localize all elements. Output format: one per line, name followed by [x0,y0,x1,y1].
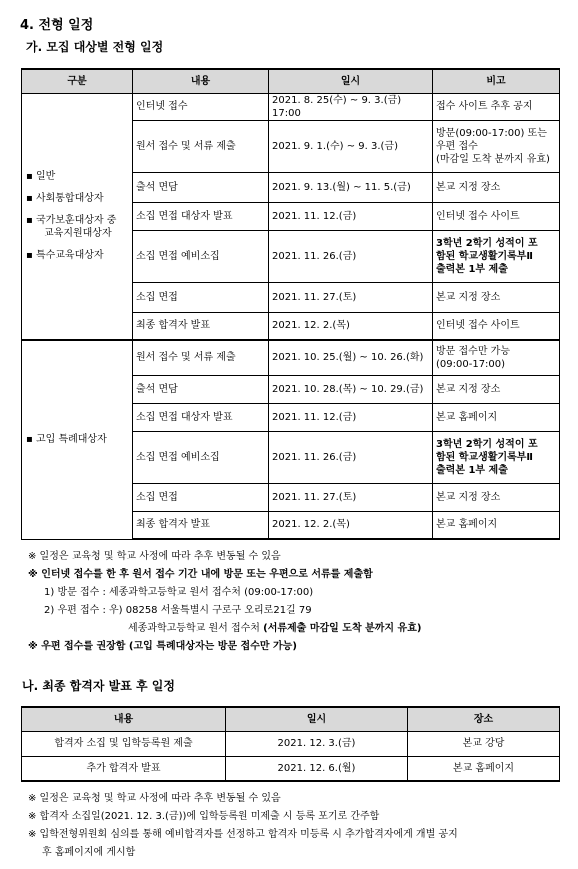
row-content: 인터넷 접수 [133,93,269,120]
table-row [22,756,560,781]
category-item: ▪ 일반 [26,171,56,183]
row-content: 최종 합격자 발표 [133,312,269,340]
row-date: 2021. 12. 2.(목) [269,312,433,340]
row-date: 2021. 11. 12.(금) [269,403,433,431]
header-date: 일시 [269,69,433,93]
category-item: ▪ 국가보훈대상자 중 [26,215,117,227]
row-note: 본교 홈페이지 [433,511,560,539]
row-date: 2021. 12. 3.(금) [226,731,408,756]
note-line: ※ 인터넷 접수를 한 후 원서 접수 기간 내에 방문 또는 우편으로 서류를 제출함 [28,569,373,580]
row-content: 소집 면접 대상자 발표 [133,403,269,431]
table-header-row [22,707,560,731]
row-note: 인터넷 접수 사이트 [433,312,560,340]
note-line: ※ 일정은 교육청 및 학교 사정에 따라 추후 변동될 수 있음 [28,793,281,804]
row-content: 출석 면담 [133,172,269,202]
row-date: 2021. 11. 27.(토) [269,282,433,312]
row-date: 2021. 11. 26.(금) [269,230,433,282]
post-announcement-table [21,706,560,782]
row-content: 최종 합격자 발표 [133,511,269,539]
header-content: 내용 [22,707,226,731]
row-date: 2021. 12. 6.(월) [226,756,408,781]
note-address: 세종과학고등학교 원서 접수처 [128,623,260,634]
header-date: 일시 [226,707,408,731]
table-row [22,731,560,756]
category-item: ▪ 고입 특례대상자 [26,434,107,446]
note-line: 2) 우편 접수 : 우) 08258 서울특별시 구로구 오리로21길 79 [44,605,312,616]
header-note: 비고 [433,69,560,93]
section-heading: 4. 전형 일정 [20,18,94,33]
row-note: 접수 사이트 추후 공지 [433,93,560,120]
row-place: 본교 강당 [408,731,560,756]
row-date: 2021. 11. 26.(금) [269,431,433,483]
row-note: 방문(09:00-17:00) 또는 우편 접수 (마감일 도착 분까지 유효) [433,120,560,172]
row-note: 본교 지정 장소 [433,483,560,511]
row-note: 3학년 2학기 성적이 포 함된 학교생활기록부Ⅱ 출력본 1부 제출 [433,230,560,282]
row-content: 원서 접수 및 서류 제출 [133,340,269,375]
row-place: 본교 홈페이지 [408,756,560,781]
row-content: 소집 면접 [133,282,269,312]
note-line: ※ 일정은 교육청 및 학교 사정에 따라 추후 변동될 수 있음 [28,551,281,562]
section-b-notes [28,790,458,862]
row-date: 2021. 10. 25.(월) ~ 10. 26.(화) [269,340,433,375]
row-note: 본교 지정 장소 [433,172,560,202]
note-line: ※ 입학전형위원회 심의를 통해 예비합격자를 선정하고 합격자 미등록 시 추가합격자에게 개별 공지 [28,829,458,840]
row-date: 2021. 9. 1.(수) ~ 9. 3.(금) [269,120,433,172]
row-content: 소집 면접 대상자 발표 [133,202,269,230]
header-content: 내용 [133,69,269,93]
row-date: 2021. 8. 25(수) ~ 9. 3.(금) 17:00 [269,93,433,120]
row-content: 소집 면접 예비소집 [133,431,269,483]
row-date: 2021. 11. 27.(토) [269,483,433,511]
note-line: ※ 합격자 소집일(2021. 12. 3.(금))에 입학등록원 미제출 시 등록 포기로 간주함 [28,811,380,822]
row-content: 출석 면담 [133,375,269,403]
note-line [28,620,421,638]
note-line: ※ 우편 접수를 권장함 (고입 특례대상자는 방문 접수만 가능) [28,641,297,652]
header-place: 장소 [408,707,560,731]
subsection-b-title: 나. 최종 합격자 발표 후 일정 [22,679,175,693]
row-note: 본교 홈페이지 [433,403,560,431]
row-date: 2021. 10. 28.(목) ~ 10. 29.(금) [269,375,433,403]
header-category: 구분 [22,69,133,93]
row-note: 본교 지정 장소 [433,375,560,403]
row-note: 본교 지정 장소 [433,282,560,312]
row-note: 3학년 2학기 성적이 포 함된 학교생활기록부Ⅱ 출력본 1부 제출 [433,431,560,483]
table-row [22,340,560,375]
row-note: 방문 접수만 가능 (09:00-17:00) [433,340,560,375]
row-content: 소집 면접 [133,483,269,511]
subsection-a-title: 가. 모집 대상별 전형 일정 [26,40,164,54]
row-date: 2021. 11. 12.(금) [269,202,433,230]
note-line: 1) 방문 접수 : 세종과학고등학교 원서 접수처 (09:00-17:00) [44,587,314,598]
row-date: 2021. 12. 2.(목) [269,511,433,539]
schedule-table [21,68,560,540]
group2-category [22,340,133,539]
row-content: 소집 면접 예비소집 [133,230,269,282]
row-content: 원서 접수 및 서류 제출 [133,120,269,172]
note-line: 후 홈페이지에 게시함 [42,847,136,858]
row-content: 합격자 소집 및 입학등록원 제출 [22,731,226,756]
note-deadline: (서류제출 마감일 도착 분까지 유효) [263,623,422,634]
category-item: ▪ 사회통합대상자 [26,193,104,205]
table-row [22,93,560,120]
row-content: 추가 합격자 발표 [22,756,226,781]
table-header-row [22,69,560,93]
row-note: 인터넷 접수 사이트 [433,202,560,230]
group1-category [22,93,133,340]
row-date: 2021. 9. 13.(월) ~ 11. 5.(금) [269,172,433,202]
section-a-notes [28,548,421,656]
category-item: 교육지원대상자 [44,228,112,240]
category-item: ▪ 특수교육대상자 [26,250,104,262]
